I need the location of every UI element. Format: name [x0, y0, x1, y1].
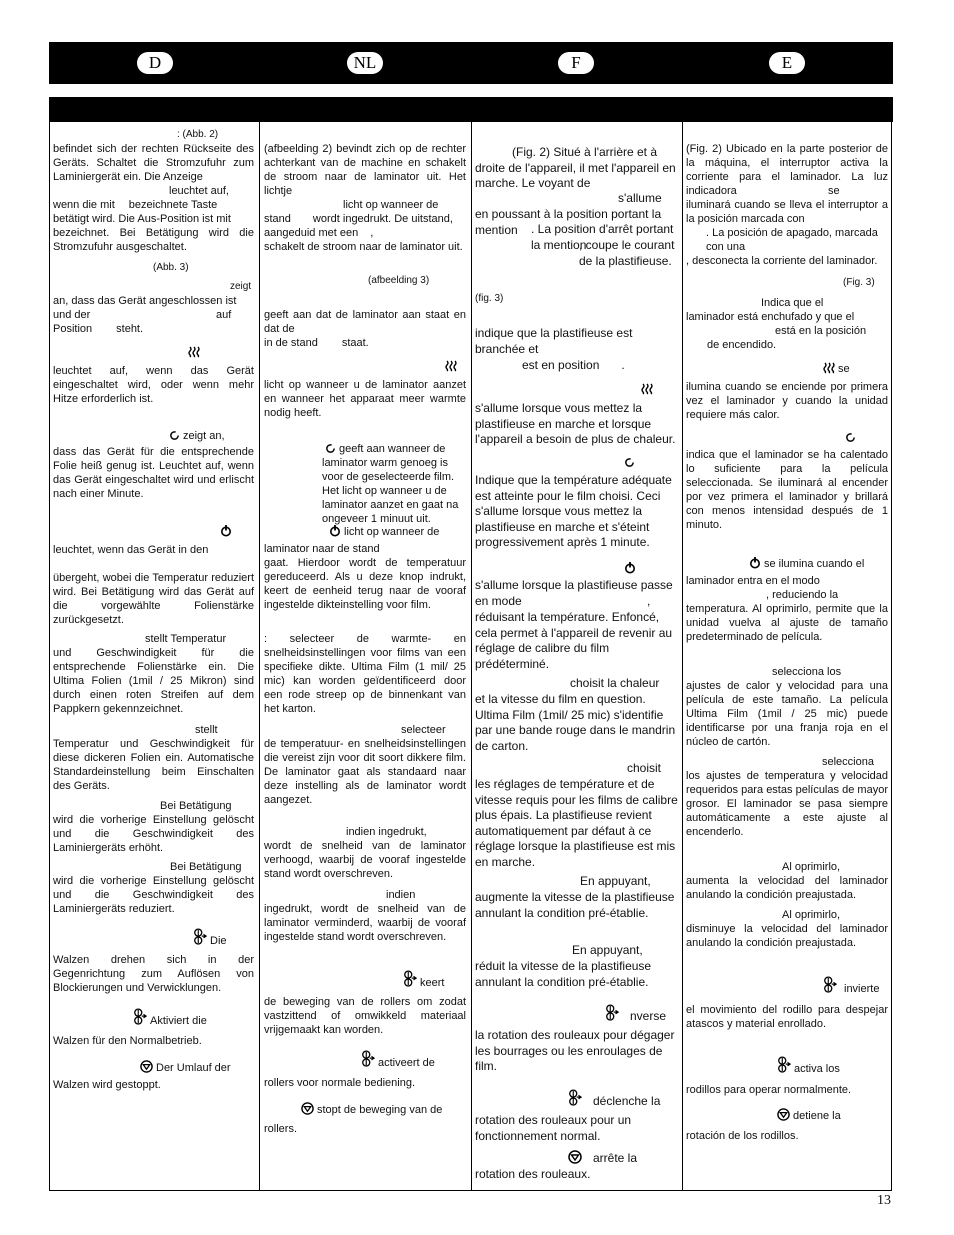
column-divider — [471, 122, 472, 1191]
text: wordt ingedrukt. De uitstand, aangeduid met een — [264, 213, 453, 239]
text: selecteer — [401, 724, 446, 736]
text: rotation des rouleaux. — [475, 1167, 591, 1181]
text: En appuyant, — [580, 874, 651, 888]
text: geeft aan wanneer de laminator warm genoeg is voor de geselecteerde film. Het licht op wanneer u de laminator aanzet en gaat na ongeveer 1 minuut uit. — [322, 443, 459, 525]
text: réduit la vitesse de la plastifieuse annulant la condition pré-établie. — [475, 959, 652, 989]
language-header-bar — [49, 42, 893, 84]
text: Der Umlauf der — [156, 1062, 231, 1074]
text: ingedrukt, wordt de snelheid van de laminator verminderd, waarbij de vooraf ingestelde stand wordt overschreven. — [264, 903, 466, 943]
stop-icon — [301, 1102, 314, 1115]
text: stopt de beweging van de — [317, 1104, 443, 1116]
text: gaat. Hierdoor wordt de temperatuur gereduceerd. Als u deze knop indrukt, keert de eenheid terug naar de vooraf ingestelde dikteinstelling voor film. — [264, 557, 466, 611]
ready-ring-icon — [169, 430, 180, 441]
text: disminuye la velocidad del laminador anulando la condición preajustada. — [686, 923, 888, 949]
text: s'allume lorsque vous mettez la plastifieuse en marche et lorsque l'appareil a besoin de plus de chaleur. — [475, 401, 676, 446]
forward-rollers-icon — [568, 1089, 582, 1107]
text: activeert de — [378, 1057, 435, 1069]
text: est en position — [522, 358, 600, 372]
text: staat. — [341, 337, 369, 349]
text: an, dass das Gerät angeschlossen ist und der — [53, 295, 237, 321]
text: laminador entra en el modo — [686, 575, 820, 587]
text: bezeichnet. Bei Betätigung wird die Stromzufuhr ausgeschaltet. — [53, 227, 254, 253]
text: steht. — [116, 323, 144, 335]
text: selecciona — [822, 756, 874, 768]
text: indique que la plastifieuse est branchée et — [475, 326, 633, 356]
text: rodillos para operar normalmente. — [686, 1084, 852, 1096]
heat-waves-icon — [188, 346, 200, 358]
text: nverse — [630, 1009, 667, 1023]
text: geeft aan dat de laminator aan staat en dat de — [264, 309, 466, 335]
text: leuchtet, wenn das Gerät in den — [53, 544, 209, 556]
text: , — [370, 227, 374, 239]
ready-ring-icon — [845, 432, 856, 443]
stop-icon — [777, 1108, 790, 1121]
text: zeigt an, — [183, 430, 225, 442]
text: arrête la — [593, 1151, 638, 1165]
text: les réglages de température et de vitesse requis pour les films de calibre plus épais. La plastifieuse revient automatiquement par défaut à ce réglage lorsque la plastifieuse est mis en marche. — [475, 777, 678, 869]
text: licht op wanneer de — [343, 199, 439, 211]
text: befindet sich der rechten Rückseite des Geräts. Schaltet die Stromzufuhr zum Laminiergerät ein. Die Anzeige — [53, 143, 254, 183]
lang-badge-es: E — [769, 52, 805, 74]
text: Bei Betätigung — [160, 800, 232, 812]
text: detiene la — [793, 1110, 841, 1122]
text: choisit la chaleur — [570, 676, 660, 690]
ready-ring-icon — [325, 443, 336, 454]
text: la rotation des rouleaux pour dégager les bourrages ou les enroulages de film. — [475, 1028, 675, 1073]
text: Indica que el — [761, 297, 824, 309]
text: , coupe le courant de la plastifieuse. — [579, 238, 675, 268]
text: Position — [53, 323, 93, 335]
text: indica que el laminador se ha calentado lo suficiente para la película seleccionada. Se iluminará al encender por vez primera el laminador y brillará con menos intensidad después de 1 minuto. — [686, 449, 888, 531]
text: auf — [216, 309, 232, 321]
text: in de stand — [264, 337, 318, 349]
text: rollers voor normale bediening. — [264, 1077, 416, 1089]
text: : selecteer de warmte- en snelheidsinstellingen voor films van een specifieke dikte. Ultima Film (1 mil/ 25 mic) kan worden geïdentificeerd door een rode streep op de binnenkant van het karton. — [264, 633, 466, 715]
text: (fig. 3) — [475, 293, 504, 304]
reverse-rollers-icon — [193, 928, 207, 946]
text: s'allume — [618, 191, 662, 205]
text: stand — [264, 213, 291, 225]
text: réduisant la température. Enfoncé, cela permet à l'appareil de revenir au réglage de calibre du film prédéterminé. — [475, 610, 673, 671]
text: laminador está enchufado y que el — [686, 311, 855, 323]
text: und Geschwindigkeit für die entsprechende Folienstärke ein. Die Ultima Folien (1mil / 25 Mikron) sind durch einen roten Streifen auf dem Pappkern gekennzeichnet. — [53, 647, 254, 715]
text: zeigt — [230, 281, 252, 292]
text: selecciona los — [772, 666, 842, 678]
text: schakelt de stroom naar de laminator uit. — [264, 241, 463, 253]
text: Temperatur und Geschwindigkeit für diese dickeren Folien ein. Automatische Standardeinstellung beim Einschalten des Geräts. — [53, 738, 254, 792]
lang-badge-fr: F — [558, 52, 594, 74]
reverse-rollers-icon — [605, 1004, 619, 1022]
text: choisit — [627, 761, 662, 775]
ready-ring-icon — [624, 457, 635, 468]
text: keert — [420, 977, 445, 989]
heat-waves-icon — [641, 383, 653, 395]
text: Bei Betätigung — [170, 861, 242, 873]
text: Walzen drehen sich in der Gegenrichtung zum Auflösen von Blockierungen und Verwicklungen. — [53, 954, 254, 994]
reverse-rollers-icon — [823, 976, 837, 994]
text: rotation des rouleaux pour un fonctionnement normal. — [475, 1113, 632, 1143]
text: . La position d'arrêt portant la mention — [531, 222, 674, 252]
text: licht op wanneer de — [344, 526, 440, 538]
text: , — [647, 594, 651, 608]
text: Walzen für den Normalbetrieb. — [53, 1035, 202, 1047]
lang-badge-de: D — [137, 52, 173, 74]
text: se — [838, 363, 850, 375]
text: de temperatuur- en snelheidsinstellingen die vereist zijn voor dit soort dikkere film. De laminator gaat als standaard naar deze instelling als de laminator wordt aangezet. — [264, 738, 466, 806]
text: wird die vorherige Einstellung gelöscht und die Geschwindigkeit des Laminiergeräts erhöht. — [53, 814, 254, 854]
text: temperatura. Al oprimirlo, permite que la unidad vuelva al ajuste de tamaño predeterminado de película. — [686, 603, 888, 643]
heat-waves-icon — [445, 360, 457, 372]
heat-waves-icon — [823, 362, 835, 374]
forward-rollers-icon — [777, 1056, 791, 1074]
section-title-bar — [49, 97, 893, 122]
column-divider — [259, 122, 260, 1191]
forward-rollers-icon — [361, 1050, 375, 1068]
text: está en la posición — [775, 325, 867, 337]
text: stellt Temperatur — [145, 633, 227, 645]
text: augmente la vitesse de la plastifieuse annulant la condition pré-établie. — [475, 890, 675, 920]
text: stellt — [195, 724, 218, 736]
text: . La posición de apagado, marcada con una — [706, 227, 878, 253]
power-icon — [624, 561, 636, 574]
column-divider — [682, 122, 683, 1191]
stop-icon — [568, 1150, 582, 1164]
text: de encendido. — [707, 339, 777, 351]
text: el movimiento del rodillo para despejar atascos y material enrollado. — [686, 1004, 888, 1030]
power-icon — [220, 524, 232, 537]
text: activa los — [794, 1063, 840, 1075]
text: , reduciendo la — [766, 589, 839, 601]
text: los ajustes de temperatura y velocidad requeridos para estas películas de mayor grosor. El laminador se pasa siempre automáticamente a este ajuste al encenderlo. — [686, 770, 888, 838]
text: Die — [210, 935, 227, 947]
text: Al oprimirlo, — [782, 909, 841, 921]
lang-badge-nl: NL — [347, 52, 383, 74]
text: Walzen wird gestoppt. — [53, 1079, 161, 1091]
forward-rollers-icon — [133, 1008, 147, 1026]
text: ilumina cuando se enciende por primera vez el laminador y cuando la unidad requiere más calor. — [686, 381, 888, 421]
text: dass das Gerät für die entsprechende Folie heiß genug ist. Leuchtet auf, wenn das Gerät eingeschaltet wird und erlischt nach einer Minute. — [53, 446, 254, 500]
text: indien ingedrukt, — [346, 826, 427, 838]
text: Al oprimirlo, — [782, 861, 841, 873]
text: ajustes de calor y velocidad para una película de este tamaño. La película Ultima Film (1mil / 25 mic) puede identificarse por una franja roja en el núcleo de cartón. — [686, 680, 888, 748]
text: wordt de snelheid van de laminator verhoogd, waarbij de vooraf ingestelde stand wordt overschreven. — [264, 840, 466, 880]
text: rotación de los rodillos. — [686, 1130, 799, 1142]
power-icon — [749, 556, 761, 569]
text: leuchtet auf, — [169, 185, 229, 197]
text: iluminará cuando se lleva el interruptor a la posición marcada con — [686, 199, 888, 225]
text: se ilumina cuando el — [764, 558, 865, 570]
text: . — [621, 358, 625, 372]
text: s'allume lorsque la plastifieuse passe en mode — [475, 578, 673, 608]
text: wird die vorherige Einstellung gelöscht und die Geschwindigkeit des Laminiergeräts reduziert. — [53, 875, 254, 915]
text: laminator naar de stand — [264, 543, 380, 555]
text: wenn die mit — [53, 199, 115, 211]
power-icon — [329, 524, 341, 537]
text: , desconecta la corriente del laminador. — [686, 255, 878, 267]
text: rollers. — [264, 1123, 298, 1135]
text: En appuyant, — [572, 943, 643, 957]
text: déclenche la — [593, 1094, 661, 1108]
text: Indique que la température adéquate est atteinte pour le film choisi. Ceci s'allume lorsque vous mettez la plastifieuse en marche et s'éteint progressivement après 1 minute. — [475, 473, 672, 549]
text: et la vitesse du film en question. Ultima Film (1mil/ 25 mic) s'identifie par une bande rouge dans le mandrin de carton. — [475, 692, 676, 753]
text: aumenta la velocidad del laminador anulando la condición preajustada. — [686, 875, 888, 901]
text: (Fig. 2) Ubicado en la parte posterior de la máquina, el interruptor activa la corriente para el laminador. La luz indicadora — [686, 143, 888, 197]
text: en poussant à la position portant la mention — [475, 207, 662, 237]
text: : (Abb. 2) — [177, 129, 219, 140]
stop-icon — [140, 1060, 153, 1073]
text: (afbeelding 3) — [368, 275, 430, 286]
text: bezeichnete Taste betätigt wird. Die Aus-Position ist mit — [53, 199, 231, 225]
text: se — [828, 185, 840, 197]
text: (Abb. 3) — [153, 262, 189, 273]
text: leuchtet auf, wenn das Gerät eingeschaltet wird, oder wenn mehr Hitze erforderlich ist. — [53, 365, 254, 405]
text: Aktiviert die — [150, 1015, 207, 1027]
text: indien — [386, 889, 416, 901]
text: (Fig. 2) Situé à l'arrière et à droite de l'appareil, il met l'appareil en marche. Le voyant de — [475, 145, 676, 190]
text: (Fig. 3) — [843, 277, 875, 288]
text: de beweging van de rollers om zodat vastzittend of omwikkeld materiaal vrijgemaakt kan worden. — [264, 996, 466, 1036]
text: übergeht, wobei die Temperatur reduziert wird. Bei Betätigung wird das Gerät auf die vorgewählte Folienstärke zurückgesetzt. — [53, 572, 254, 626]
text: licht op wanneer u de laminator aanzet en wanneer het apparaat meer warmte nodig heeft. — [264, 379, 466, 419]
reverse-rollers-icon — [403, 970, 417, 988]
page-number: 13 — [877, 1193, 891, 1208]
text: (afbeelding 2) bevindt zich op de rechter achterkant van de machine en schakelt de stroom naar de laminator uit. Het lichtje — [264, 143, 466, 197]
text: invierte — [844, 983, 880, 995]
